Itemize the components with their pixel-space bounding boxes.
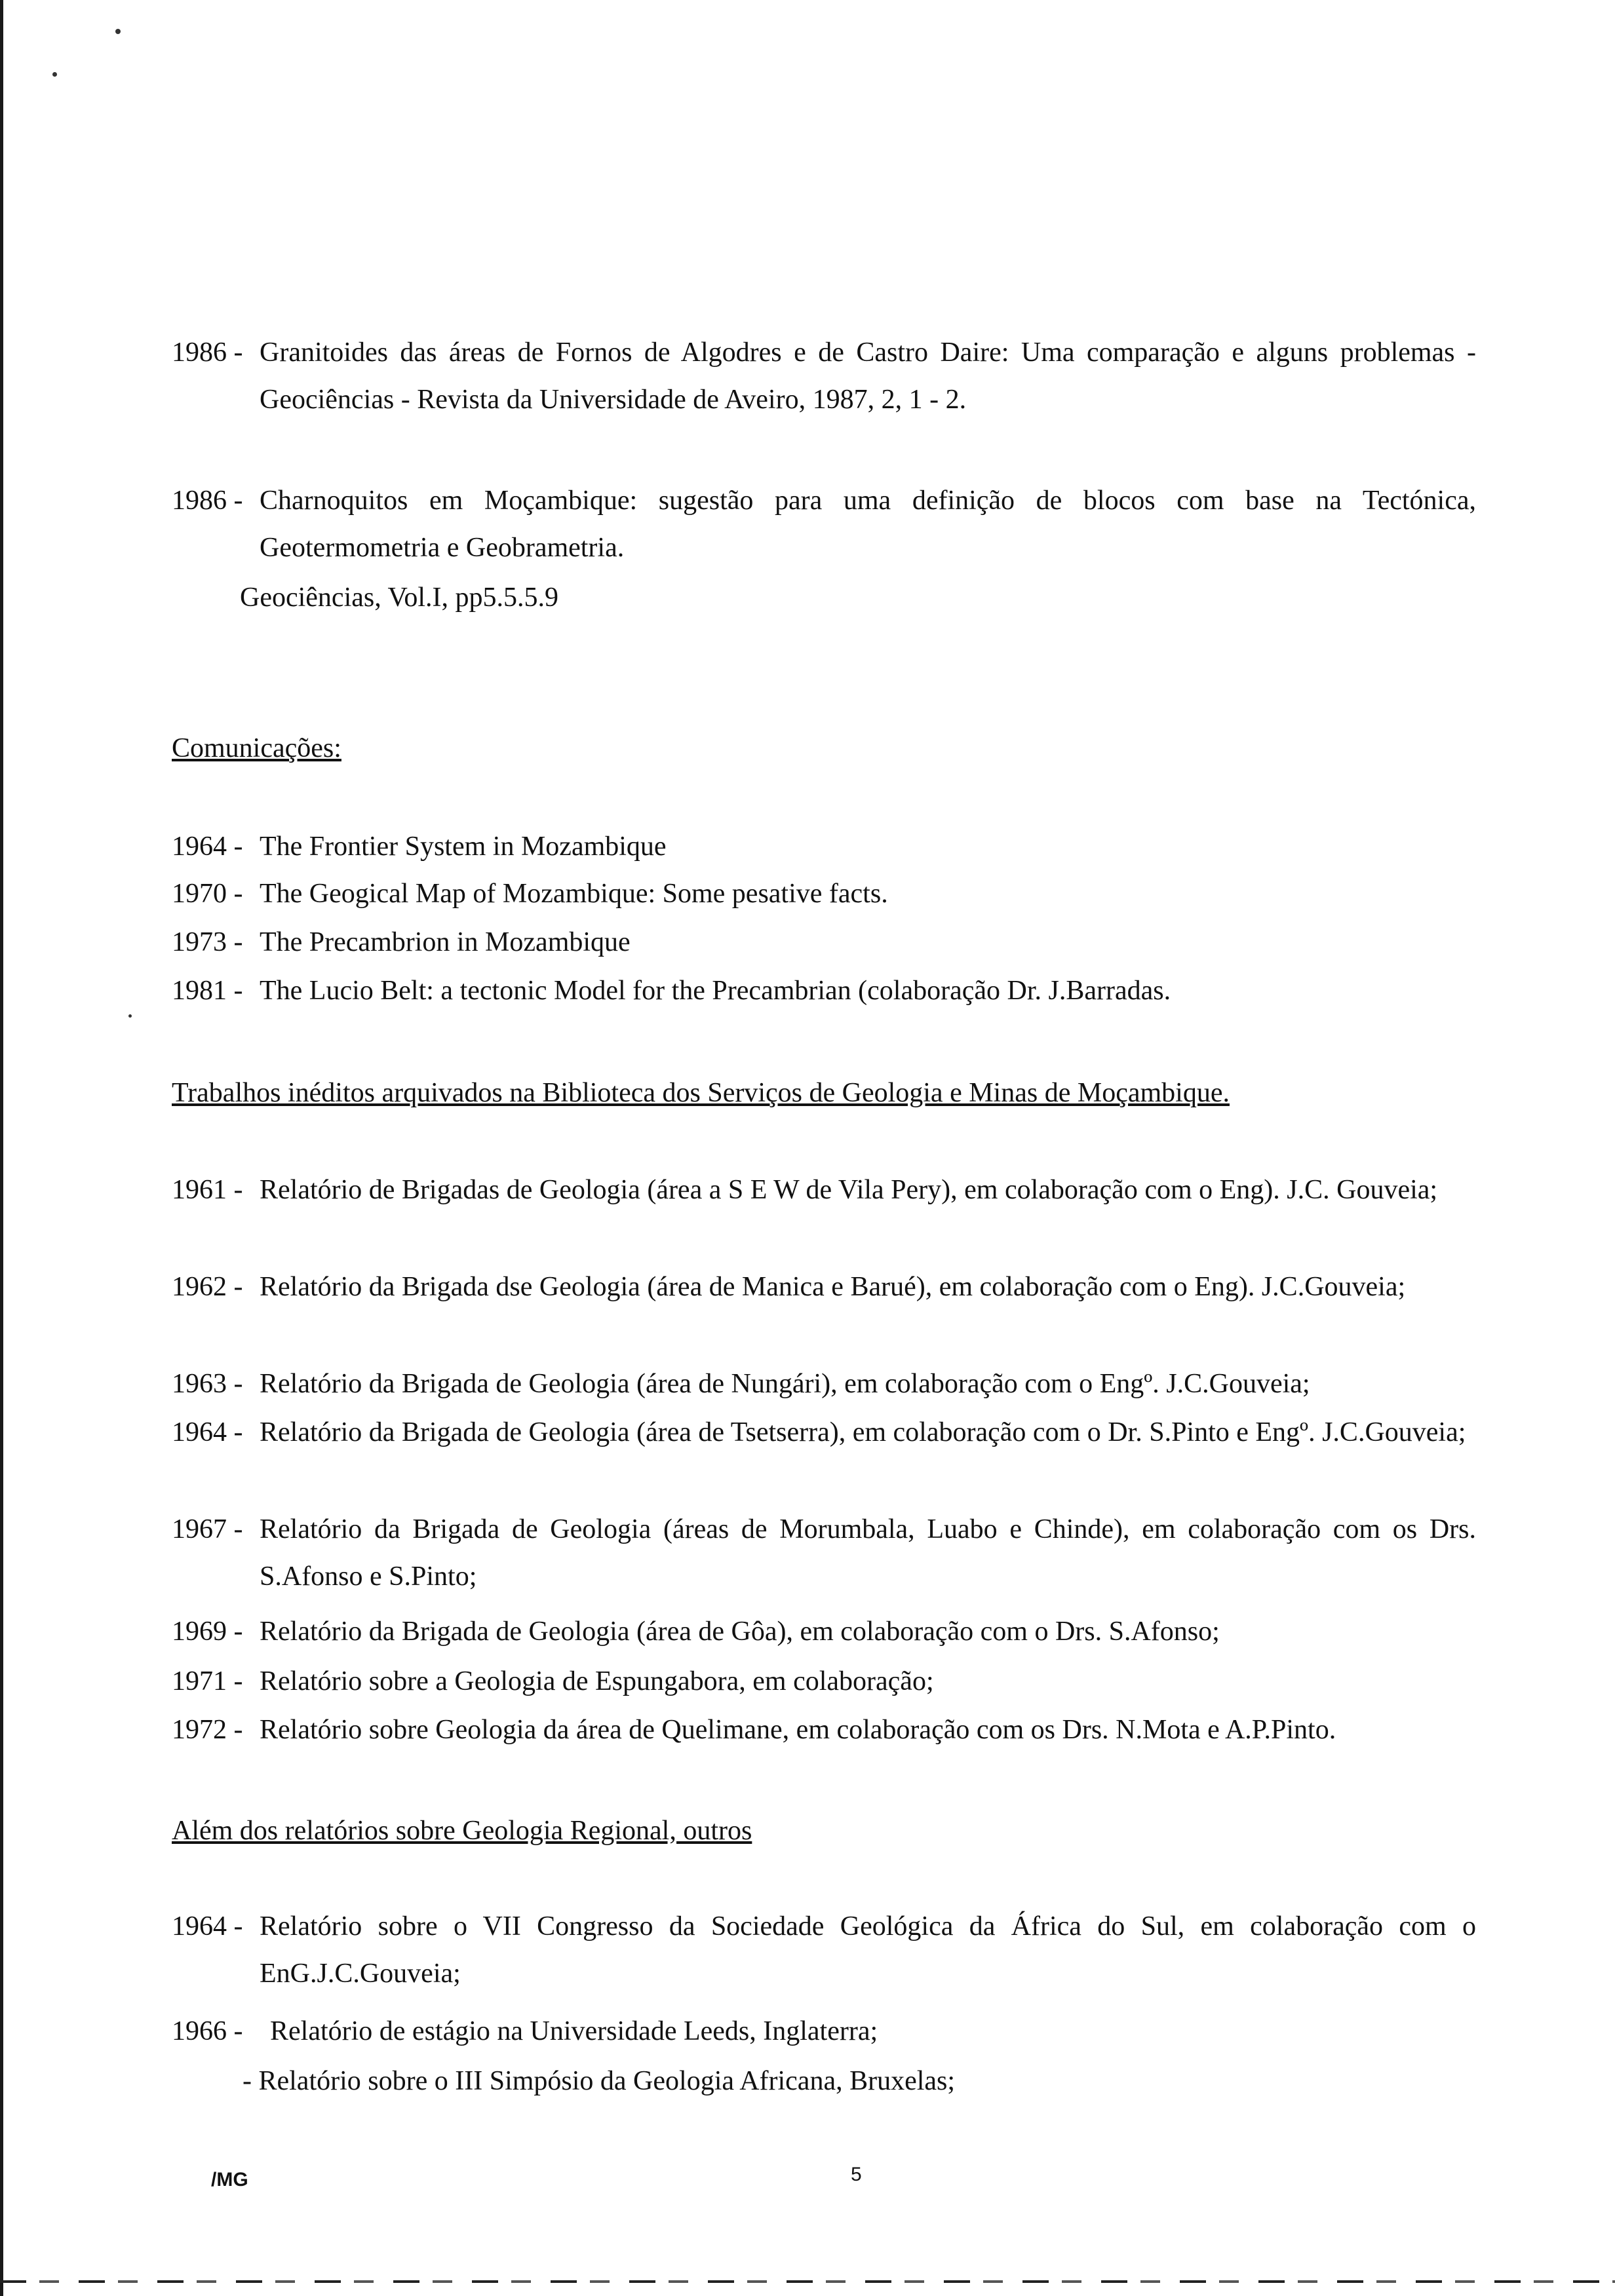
- entry-year: 1961 -: [172, 1175, 243, 1205]
- scan-speck: [115, 29, 121, 34]
- section-heading-other-reports: Além dos relatórios sobre Geologia Regional, outros: [172, 1816, 752, 1846]
- unpublished-entry: [172, 1608, 1476, 1655]
- entry-text: Relatório sobre Geologia da área de Quelimane, em colaboração com os Drs. N.Mota e A.P.Pinto.: [260, 1715, 1336, 1745]
- entry-year: 1964 -: [172, 1911, 243, 1942]
- publication-note: Geociências, Vol.I, pp5.5.5.9: [240, 583, 559, 613]
- unpublished-entry: [172, 1658, 1476, 1705]
- communication-entry: [172, 967, 1476, 1014]
- other-report-continuation: - Relatório sobre o III Simpósio da Geologia Africana, Bruxelas;: [243, 2066, 956, 2096]
- unpublished-entry: [172, 1360, 1476, 1407]
- section-heading-unpublished: Trabalhos inéditos arquivados na Biblioteca dos Serviços de Geologia e Minas de Moçambique.: [172, 1078, 1230, 1108]
- entry-year: 1962 -: [172, 1272, 243, 1302]
- entry-year: 1986 -: [172, 337, 243, 368]
- entry-text: Relatório de estágio na Universidade Leeds, Inglaterra;: [270, 2016, 878, 2046]
- scan-speck: [128, 1014, 132, 1018]
- entry-year: 1963 -: [172, 1369, 243, 1399]
- entry-year: 1964 -: [172, 832, 243, 862]
- publication-entry: [172, 477, 1476, 571]
- other-report-entry: [172, 1903, 1476, 1997]
- entry-text: Relatório da Brigada de Geologia (área de Tsetserra), em colaboração com o Dr. S.Pinto e Engº. J.C.Gouveia;: [260, 1417, 1466, 1447]
- footer-initials: /MG: [211, 2169, 248, 2191]
- entry-year: 1970 -: [172, 879, 243, 909]
- entry-year: 1973 -: [172, 927, 243, 957]
- publication-entry: [172, 329, 1476, 423]
- unpublished-entry: [172, 1409, 1476, 1456]
- entry-year: 1967 -: [172, 1514, 243, 1544]
- unpublished-entry: [172, 1263, 1476, 1311]
- entry-text: The Precambrion in Mozambique: [260, 927, 631, 957]
- entry-text: Relatório de Brigadas de Geologia (área a S E W de Vila Pery), em colaboração com o Eng). J.C. Gouveia;: [260, 1175, 1438, 1205]
- unpublished-entry: [172, 1706, 1476, 1753]
- entry-text: Relatório sobre a Geologia de Espungabora, em colaboração;: [260, 1666, 934, 1696]
- entry-year: 1972 -: [172, 1715, 243, 1745]
- scan-edge-bottom: [0, 2280, 1615, 2283]
- section-heading-communications: Comunicações:: [172, 733, 341, 763]
- unpublished-entry: [172, 1506, 1476, 1600]
- entry-year: 1966 -: [172, 2016, 243, 2046]
- entry-text: Relatório da Brigada de Geologia (área de Gôa), em colaboração com o Drs. S.Afonso;: [260, 1617, 1220, 1647]
- entry-text: The Geogical Map of Mozambique: Some pesative facts.: [260, 879, 888, 909]
- communication-entry: [172, 823, 1476, 870]
- entry-year: 1969 -: [172, 1617, 243, 1647]
- unpublished-entry: [172, 1166, 1476, 1214]
- entry-year: 1981 -: [172, 976, 243, 1006]
- scan-speck: [52, 72, 57, 77]
- entry-year: 1986 -: [172, 486, 243, 516]
- page-number: 5: [851, 2164, 862, 2185]
- communication-entry: [172, 919, 1476, 966]
- entry-text: Charnoquitos em Moçambique: sugestão para uma definição de blocos com base na Tectónica, Geotermometria e Geobrametria.: [260, 486, 1476, 563]
- entry-year: 1971 -: [172, 1666, 243, 1696]
- entry-text: The Lucio Belt: a tectonic Model for the Precambrian (colaboração Dr. J.Barradas.: [260, 976, 1171, 1006]
- entry-text: Relatório da Brigada de Geologia (áreas de Morumbala, Luabo e Chinde), em colaboração com os Drs. S.Afonso e S.Pinto;: [260, 1514, 1476, 1592]
- entry-text: The Frontier System in Mozambique: [260, 832, 667, 862]
- entry-text: Relatório sobre o VII Congresso da Sociedade Geológica da África do Sul, em colaboração com o EnG.J.C.Gouveia;: [260, 1911, 1476, 1989]
- entry-year: 1964 -: [172, 1417, 243, 1447]
- scan-edge-left: [0, 0, 3, 2296]
- entry-text: Relatório da Brigada de Geologia (área de Nungári), em colaboração com o Engº. J.C.Gouveia;: [260, 1369, 1310, 1399]
- other-report-entry: [172, 2008, 1476, 2055]
- entry-text: Relatório da Brigada dse Geologia (área de Manica e Barué), em colaboração com o Eng). J.C.Gouveia;: [260, 1272, 1406, 1302]
- entry-text: Granitoides das áreas de Fornos de Algodres e de Castro Daire: Uma comparação e alguns problemas - Geociências - Revista da Universidade de Aveiro, 1987, 2, 1 - 2.: [260, 337, 1476, 415]
- communication-entry: [172, 870, 1476, 917]
